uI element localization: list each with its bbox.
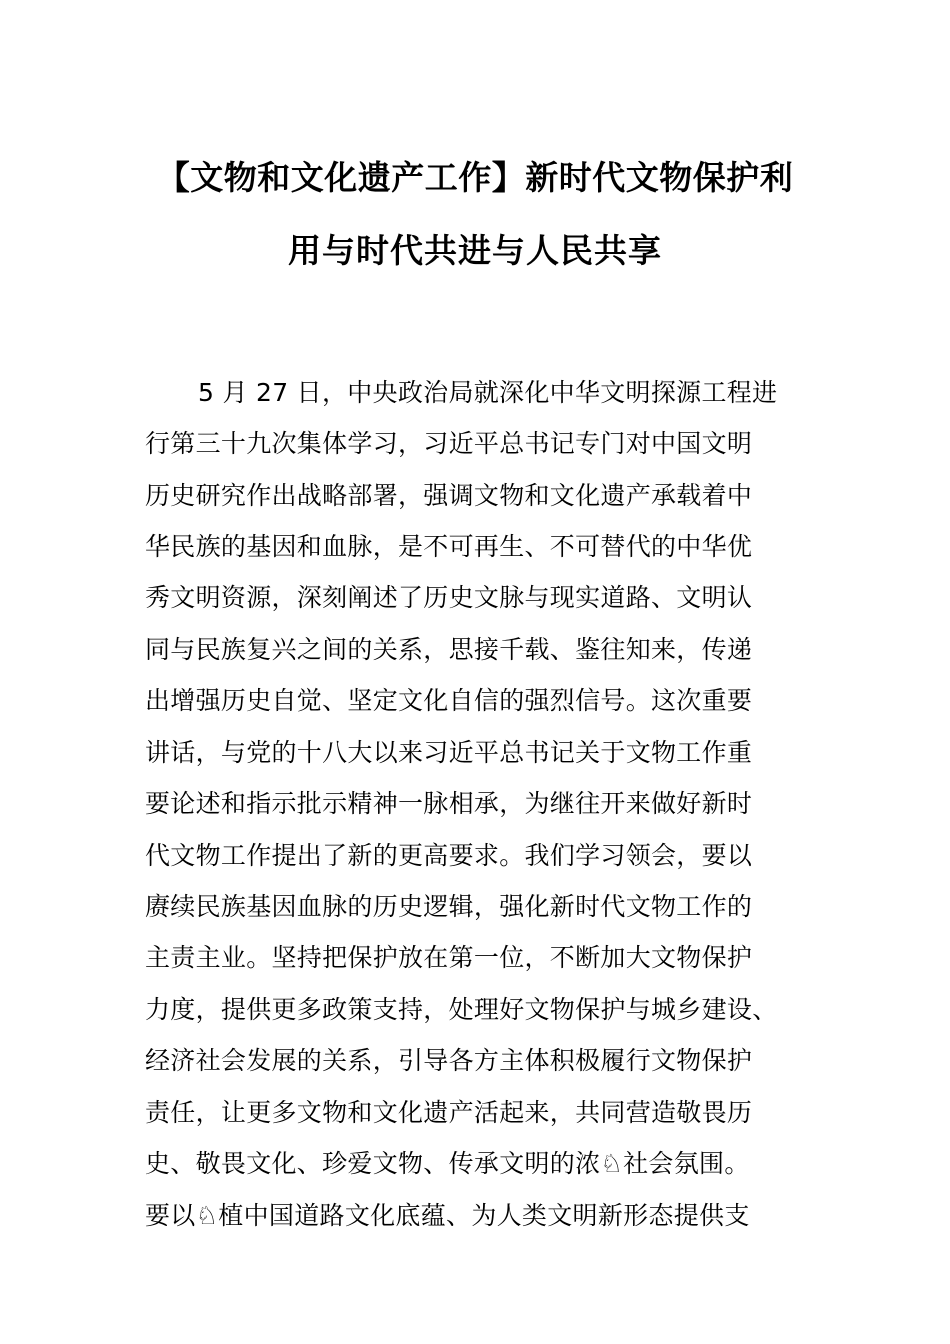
paragraph-line: 讲话，与党的十八大以来习近平总书记关于文物工作重 [145, 738, 753, 767]
paragraph-line: 行第三十九次集体学习，习近平总书记专门对中国文明 [145, 429, 753, 458]
paragraph-line: 5 月 27 日，中央政治局就深化中华文明探源工程进 [198, 378, 778, 407]
paragraph-line: 华民族的基因和血脉，是不可再生、不可替代的中华优 [145, 532, 753, 561]
paragraph-line: 主责主业。坚持把保护放在第一位，不断加大文物保护 [145, 943, 753, 972]
paragraph-line: 出增强历史自觉、坚定文化自信的强烈信号。这次重要 [145, 686, 753, 715]
document-title-line-1: 【文物和文化遗产工作】新时代文物保护利 [156, 158, 794, 197]
paragraph-line: 赓续民族基因血脉的历史逻辑，强化新时代文物工作的 [145, 892, 753, 921]
paragraph-line: 经济社会发展的关系，引导各方主体积极履行文物保护 [145, 1046, 753, 1075]
paragraph-line: 要论述和指示批示精神一脉相承，为继往开来做好新时 [145, 789, 753, 818]
paragraph-line: 秀文明资源，深刻阐述了历史文脉与现实道路、文明认 [145, 583, 753, 612]
paragraph-line: 责任，让更多文物和文化遗产活起来，共同营造敬畏历 [145, 1098, 753, 1127]
paragraph-line: 史、敬畏文化、珍爱文物、传承文明的浓♘社会氛围。 [145, 1149, 750, 1178]
document-title-line-2: 用与时代共进与人民共享 [288, 231, 662, 270]
paragraph-line: 代文物工作提出了新的更高要求。我们学习领会，要以 [145, 841, 753, 870]
paragraph-line: 历史研究作出战略部署，强调文物和文化遗产承载着中 [145, 481, 753, 510]
paragraph-line: 力度，提供更多政策支持，处理好文物保护与城乡建设、 [145, 995, 778, 1024]
paragraph-line: 同与民族复兴之间的关系，思接千载、鉴往知来，传递 [145, 635, 753, 664]
paragraph-line: 要以♘植中国道路文化底蕴、为人类文明新形态提供支 [145, 1201, 750, 1230]
